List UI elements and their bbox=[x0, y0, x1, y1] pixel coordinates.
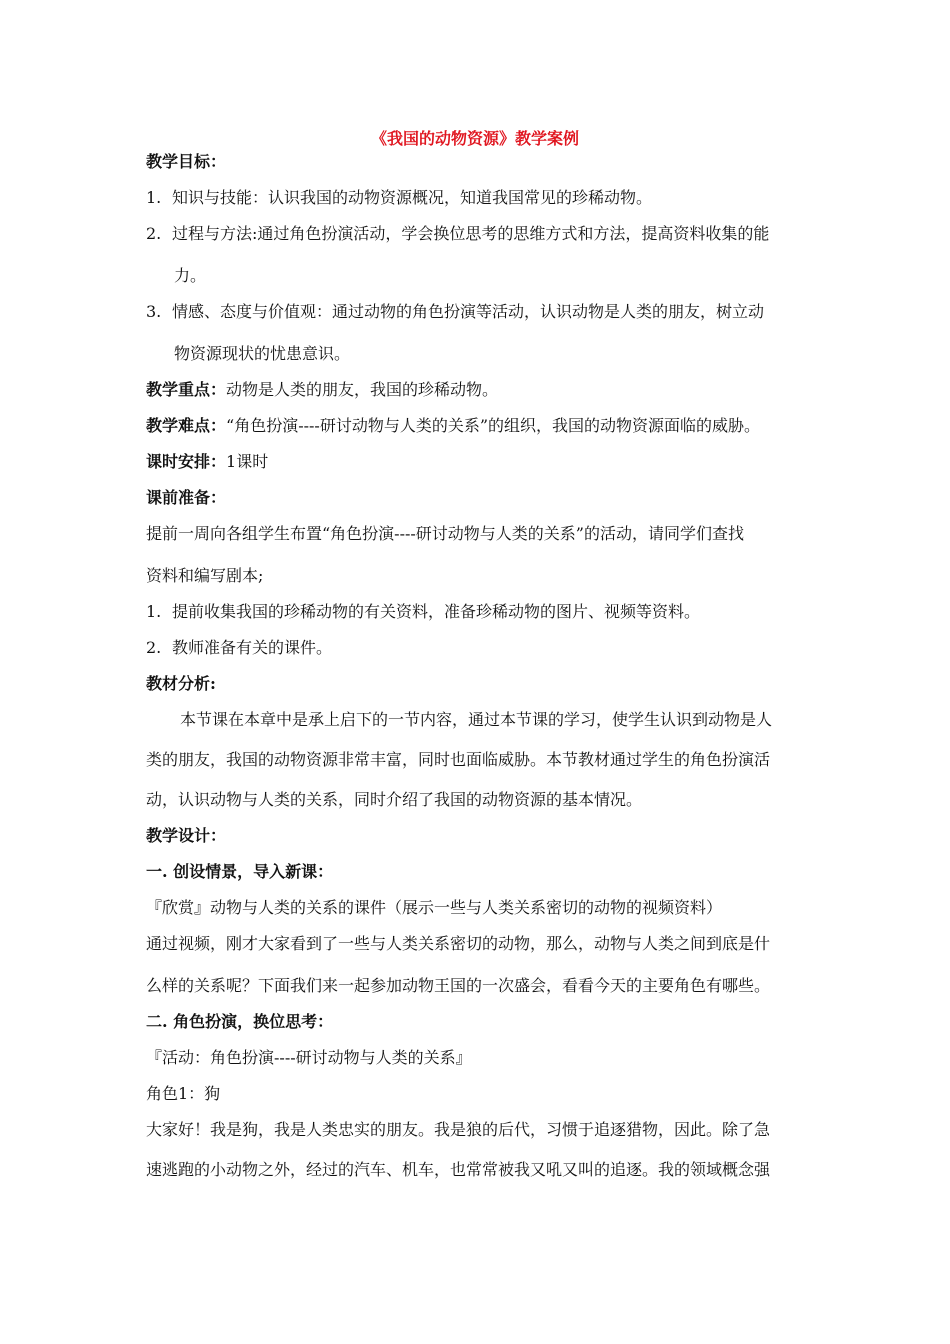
prep-item bbox=[146, 638, 332, 658]
objective-item bbox=[146, 188, 652, 208]
section1-line: 么样的关系呢？下面我们来一起参加动物王国的一次盛会，看看今天的主要角色有哪些。 bbox=[146, 976, 771, 995]
prep-item bbox=[146, 602, 700, 622]
list-number: 3. bbox=[146, 302, 162, 321]
list-text: 知识与技能：认识我国的动物资源概况，知道我国常见的珍稀动物。 bbox=[172, 188, 653, 207]
key-points-label: 教学重点： bbox=[146, 380, 227, 399]
analysis-heading: 教材分析: bbox=[146, 674, 216, 693]
analysis-line: 动，认识动物与人类的关系，同时介绍了我国的动物资源的基本情况。 bbox=[146, 790, 643, 809]
objective-item bbox=[146, 302, 764, 322]
section2-line: 大家好！我是狗，我是人类忠实的朋友。我是狼的后代，习惯于追逐猎物，因此。除了急 bbox=[146, 1120, 771, 1139]
section1-line: 『欣赏』动物与人类的关系的课件（展示一些与人类关系密切的动物的视频资料） bbox=[146, 898, 723, 917]
difficulties-text: “角色扮演----研讨动物与人类的关系”的组织，我国的动物资源面临的威胁。 bbox=[226, 416, 761, 435]
section2-heading: 二. 角色扮演，换位思考： bbox=[146, 1012, 334, 1031]
key-points bbox=[146, 380, 498, 400]
analysis-line: 类的朋友，我国的动物资源非常丰富，同时也面临威胁。本节教材通过学生的角色扮演活 bbox=[146, 750, 771, 769]
objectives-heading: 教学目标： bbox=[146, 152, 227, 171]
section1-line: 通过视频，刚才大家看到了一些与人类关系密切的动物，那么，动物与人类之间到底是什 bbox=[146, 934, 771, 953]
prep-text-line: 提前一周向各组学生布置“角色扮演----研讨动物与人类的关系”的活动，请同学们查找 bbox=[146, 524, 744, 543]
analysis-line: 本节课在本章中是承上启下的一节内容，通过本节课的学习，使学生认识到动物是人 bbox=[180, 710, 773, 729]
schedule-text: 1课时 bbox=[226, 452, 269, 471]
design-heading: 教学设计： bbox=[146, 826, 227, 845]
prep-text-line: 资料和编写剧本; bbox=[146, 566, 264, 585]
objective-item bbox=[146, 224, 769, 244]
difficulties bbox=[146, 416, 760, 436]
section2-line: 『活动：角色扮演----研讨动物与人类的关系』 bbox=[146, 1048, 472, 1067]
list-text: 情感、态度与价值观：通过动物的角色扮演等活动，认识动物是人类的朋友，树立动 bbox=[172, 302, 765, 321]
list-continuation: 物资源现状的忧患意识。 bbox=[174, 344, 351, 363]
list-number: 2. bbox=[146, 638, 162, 657]
document-title: 《我国的动物资源》教学案例 bbox=[370, 129, 579, 148]
section2-line: 角色1：狗 bbox=[146, 1084, 221, 1103]
schedule bbox=[146, 452, 268, 472]
list-text: 过程与方法:通过角色扮演活动，学会换位思考的思维方式和方法，提高资料收集的能 bbox=[172, 224, 770, 243]
section1-heading: 一. 创设情景，导入新课： bbox=[146, 862, 334, 881]
list-number: 1. bbox=[146, 602, 162, 621]
list-number: 2. bbox=[146, 224, 162, 243]
list-continuation: 力。 bbox=[174, 266, 207, 285]
list-number: 1. bbox=[146, 188, 162, 207]
list-text: 提前收集我国的珍稀动物的有关资料，准备珍稀动物的图片、视频等资料。 bbox=[172, 602, 701, 621]
list-text: 教师准备有关的课件。 bbox=[172, 638, 333, 657]
schedule-label: 课时安排： bbox=[146, 452, 227, 471]
difficulties-label: 教学难点： bbox=[146, 416, 227, 435]
section2-line: 速逃跑的小动物之外，经过的汽车、机车，也常常被我又吼又叫的追逐。我的领域概念强 bbox=[146, 1160, 771, 1179]
key-points-text: 动物是人类的朋友，我国的珍稀动物。 bbox=[226, 380, 499, 399]
prep-heading: 课前准备： bbox=[146, 488, 227, 507]
